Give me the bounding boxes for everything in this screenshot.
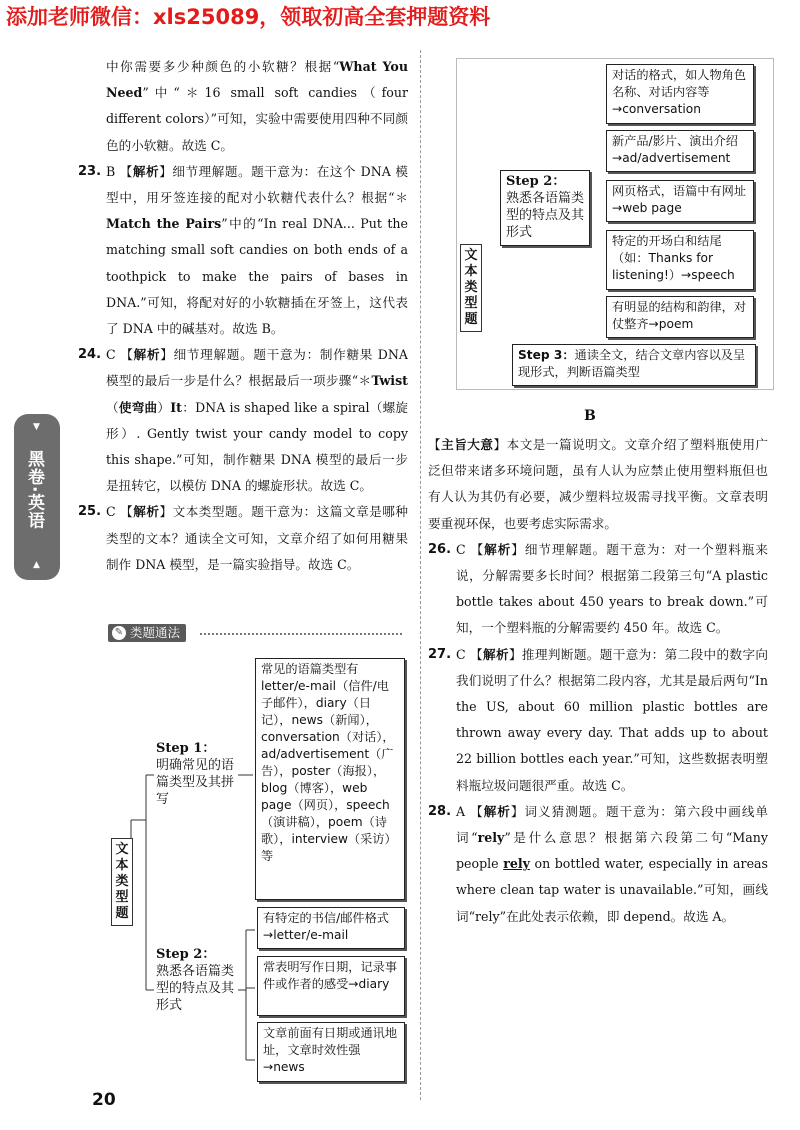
step2-text: 熟悉各语篇类型的特点及其形式 <box>506 191 585 240</box>
step3-text: 通读全文，结合文章内容以及呈现形式，判断语篇类型 <box>518 348 746 379</box>
answer-paragraph: 26. C 【解析】细节理解题。题干意为：对一个塑料瓶来说，分解需要多长时间？根据第二段第三句“A plastic bottle takes about 450 years to break down.”可知，一个塑料瓶的分解需要约 450 年。故选 C。 <box>428 537 768 642</box>
question-number: 28. <box>428 803 452 819</box>
triangle-down-icon: ▼ <box>33 422 40 432</box>
section-letter: B <box>584 408 596 424</box>
feature-box: 新产品/影片、演出介绍→ad/advertisement <box>606 130 754 172</box>
right-column <box>428 432 768 930</box>
feature-box: 常表明写作日期，记录事件或作者的感受→diary <box>257 956 405 1016</box>
feature-box: 有特定的书信/邮件格式→letter/e-mail <box>257 907 405 949</box>
answer-paragraph: 28. A 【解析】词义猜测题。题干意为：第六段中画线单词“rely”是什么意思？根据第六段第二句“Many people rely on bottled water, especially in areas where clean tap water is unavailable.”可知，画线词“rely”在此处表示依赖，即 depend。故选 A。 <box>428 799 768 930</box>
question-number: 24. <box>78 347 102 363</box>
feature-box: 特定的开场白和结尾（如：Thanks for listening!）→speech <box>606 230 754 290</box>
side-tab-label: 黑卷·英语 <box>24 450 44 530</box>
answer-paragraph: 24. C 【解析】细节理解题。题干意为：制作糖果 DNA 模型的最后一步是什么？根据最后一项步骤“＊Twist（使弯曲）It：DNA is shaped like a spiral（螺旋形）. Gently twist your candy model to copy this shape.”可知，制作糖果 DNA 模型的最后一步是扭转它，以模仿 DNA 的螺旋形状。故选 C。 <box>78 342 408 499</box>
genre-list-box: 常见的语篇类型有 letter/e-mail（信件/电子邮件），diary（日记），news（新闻），conversation（对话），ad/advertisement（广告），poster（海报），blog（博客），web page（网页），speech（演讲稿），poem（诗歌），interview（采访）等 <box>255 658 405 900</box>
question-number: 26. <box>428 541 452 557</box>
mindmap-root-label: 文本类型题 <box>460 244 482 332</box>
question-number: 23. <box>78 163 102 179</box>
mindmap-step2 <box>500 170 590 246</box>
step2-title: Step 2： <box>156 947 216 962</box>
question-number: 25. <box>78 504 102 520</box>
step2-title: Step 2： <box>506 174 566 189</box>
feature-box: 文章前面有日期或通讯地址，文章时效性强→news <box>257 1022 405 1082</box>
feature-box: 对话的格式，如人物角色名称、对话内容等→conversation <box>606 64 754 124</box>
page-number: 20 <box>92 1090 116 1110</box>
step3-title: Step 3： <box>518 348 575 362</box>
answer-paragraph: 23. B 【解析】细节理解题。题干意为：在这个 DNA 模型中，用牙签连接的配对小软糖代表什么？根据“＊Match the Pairs”中的“In real DNA... Put the matching small soft candies on both ends of a toothpick to make the pairs of bases in DNA.”可知，将配对好的小软糖插在牙签上，这代表了 DNA 中的碱基对。故选 B。 <box>78 159 408 342</box>
promo-banner: 添加老师微信：xls25089，领取初高全套押题资料 <box>0 0 800 34</box>
step1-text: 明确常见的语篇类型及其拼写 <box>156 758 235 807</box>
answer-paragraph: 25. C 【解析】文本类型题。题干意为：这篇文章是哪种类型的文本？通读全文可知，文章介绍了如何用糖果制作 DNA 模型，是一篇实验指导。故选 C。 <box>78 499 408 578</box>
feature-box: 网页格式，语篇中有网址→web page <box>606 180 754 222</box>
mindmap-step3 <box>512 344 756 386</box>
answer-paragraph: 中你需要多少种颜色的小软糖？根据“What You Need”中“＊16 small soft candies（four different colors）”可知，实验中需要使用四种不同颜色的小软糖。故选 C。 <box>106 59 408 153</box>
triangle-up-icon: ▲ <box>33 560 40 570</box>
step2-text: 熟悉各语篇类型的特点及其形式 <box>156 964 235 1013</box>
mindmap-root-label: 文本类型题 <box>111 838 133 926</box>
feature-box: 有明显的结构和韵律，对仗整齐→poem <box>606 296 754 338</box>
answer-paragraph: 27. C 【解析】推理判断题。题干意为：第二段中的数字向我们说明了什么？根据第二段内容，尤其是最后两句“In the US, about 60 million plastic bottles are thrown away every day. That adds up to about 22 billion bottles each year.”可知，这些数据表明塑料瓶垃圾问题很严重。故选 C。 <box>428 642 768 799</box>
section-heading-text: 类题通法 <box>130 625 181 640</box>
step1-title: Step 1： <box>156 741 216 756</box>
question-number: 27. <box>428 646 452 662</box>
key-icon: ✎ <box>112 626 126 640</box>
summary-paragraph: 【主旨大意】本文是一篇说明文。文章介绍了塑料瓶使用广泛但带来诸多环境问题，虽有人认为应禁止使用塑料瓶但也有人认为其仍有必要，减少塑料垃圾需寻找平衡。文章表明要重视环保，也要考虑实际需求。 <box>428 437 769 531</box>
